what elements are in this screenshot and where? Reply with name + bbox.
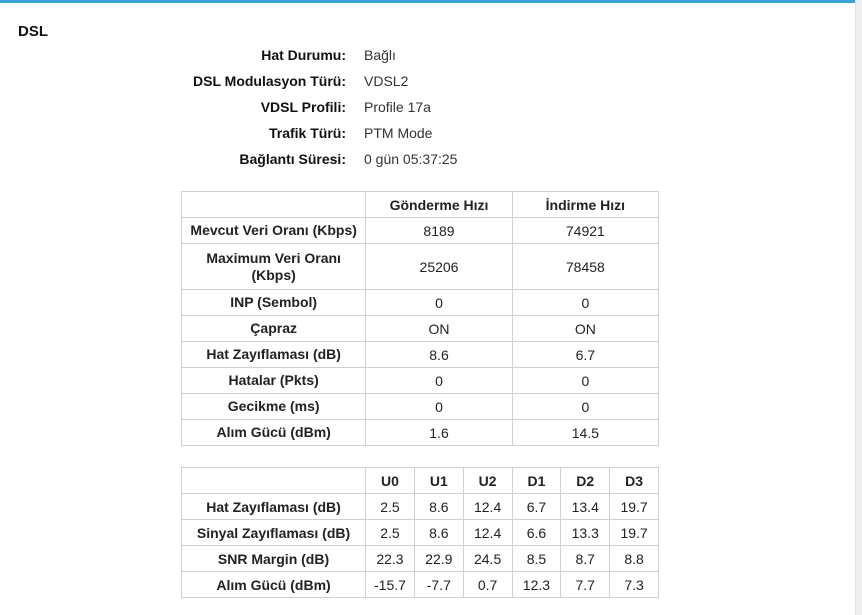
band-value: 12.3	[512, 572, 561, 598]
band-value: 8.5	[512, 546, 561, 572]
table-header-cell: D2	[561, 468, 610, 494]
upstream-value: 0	[366, 368, 512, 394]
table-header-cell: Gönderme Hızı	[366, 192, 512, 218]
table-row	[182, 520, 659, 546]
row-label: Alım Gücü (dBm)	[182, 420, 366, 446]
table-row	[182, 572, 659, 598]
info-value: 0 gün 05:37:25	[364, 151, 458, 167]
row-label: INP (Sembol)	[182, 290, 366, 316]
table-row	[182, 494, 659, 520]
table-row	[182, 244, 659, 290]
band-value: 7.7	[561, 572, 610, 598]
band-value: -7.7	[414, 572, 463, 598]
info-label: VDSL Profili:	[260, 99, 346, 115]
band-value: 0.7	[463, 572, 512, 598]
band-value: 6.6	[512, 520, 561, 546]
upstream-value: 8.6	[366, 342, 512, 368]
info-label: Hat Durumu:	[261, 47, 346, 63]
row-label: Hat Zayıflaması (dB)	[182, 342, 366, 368]
rate-table	[181, 191, 659, 446]
downstream-value: 14.5	[512, 420, 658, 446]
downstream-value: 0	[512, 368, 658, 394]
downstream-value: 0	[512, 290, 658, 316]
table-row	[182, 420, 659, 446]
row-label: Çapraz	[182, 316, 366, 342]
band-value: 6.7	[512, 494, 561, 520]
downstream-value: 0	[512, 394, 658, 420]
band-value: -15.7	[366, 572, 415, 598]
band-value: 24.5	[463, 546, 512, 572]
table-header-cell: D3	[610, 468, 659, 494]
table-header-row	[182, 468, 659, 494]
band-value: 7.3	[610, 572, 659, 598]
band-value: 22.9	[414, 546, 463, 572]
upstream-value: 1.6	[366, 420, 512, 446]
info-value: PTM Mode	[364, 125, 433, 141]
info-row-modulation	[0, 73, 862, 99]
row-label: Sinyal Zayıflaması (dB)	[182, 520, 366, 546]
info-row-traffic-type	[0, 125, 862, 151]
table-header-cell	[182, 192, 366, 218]
info-row-uptime	[0, 151, 862, 177]
band-value: 8.8	[610, 546, 659, 572]
table-row	[182, 218, 659, 244]
band-value: 19.7	[610, 494, 659, 520]
band-table	[181, 467, 659, 598]
info-value: Profile 17a	[364, 99, 431, 115]
row-label: Hat Zayıflaması (dB)	[182, 494, 366, 520]
downstream-value: 74921	[512, 218, 658, 244]
table-header-cell: İndirme Hızı	[512, 192, 658, 218]
info-label: DSL Modulasyon Türü:	[193, 73, 346, 89]
band-value: 13.3	[561, 520, 610, 546]
table-header-cell	[182, 468, 366, 494]
band-value: 22.3	[366, 546, 415, 572]
top-accent-bar	[0, 0, 856, 3]
table-header-cell: U1	[414, 468, 463, 494]
band-value: 13.4	[561, 494, 610, 520]
info-row-line-status	[0, 47, 862, 73]
downstream-value: 78458	[512, 244, 658, 290]
row-label: Hatalar (Pkts)	[182, 368, 366, 394]
band-value: 12.4	[463, 494, 512, 520]
band-value: 12.4	[463, 520, 512, 546]
table-row	[182, 394, 659, 420]
table-row	[182, 546, 659, 572]
table-header-cell: D1	[512, 468, 561, 494]
upstream-value: 0	[366, 394, 512, 420]
info-label: Trafik Türü:	[268, 125, 346, 141]
row-label: Mevcut Veri Oranı (Kbps)	[182, 218, 366, 244]
info-label: Bağlantı Süresi:	[239, 151, 346, 167]
section-title: DSL	[18, 23, 48, 40]
info-value: Bağlı	[364, 47, 396, 63]
band-value: 8.6	[414, 494, 463, 520]
row-label: SNR Margin (dB)	[182, 546, 366, 572]
row-label: Gecikme (ms)	[182, 394, 366, 420]
row-label: Maximum Veri Oranı (Kbps)	[182, 244, 366, 290]
info-value: VDSL2	[364, 73, 409, 89]
downstream-value: ON	[512, 316, 658, 342]
table-row	[182, 290, 659, 316]
band-value: 19.7	[610, 520, 659, 546]
table-header-cell: U0	[366, 468, 415, 494]
upstream-value: ON	[366, 316, 512, 342]
row-label: Alım Gücü (dBm)	[182, 572, 366, 598]
upstream-value: 0	[366, 290, 512, 316]
upstream-value: 25206	[366, 244, 512, 290]
band-value: 8.7	[561, 546, 610, 572]
band-value: 8.6	[414, 520, 463, 546]
table-header-cell: U2	[463, 468, 512, 494]
table-row	[182, 316, 659, 342]
table-row	[182, 342, 659, 368]
table-row	[182, 368, 659, 394]
band-value: 2.5	[366, 520, 415, 546]
info-row-profile	[0, 99, 862, 125]
band-value: 2.5	[366, 494, 415, 520]
upstream-value: 8189	[366, 218, 512, 244]
downstream-value: 6.7	[512, 342, 658, 368]
table-header-row	[182, 192, 659, 218]
